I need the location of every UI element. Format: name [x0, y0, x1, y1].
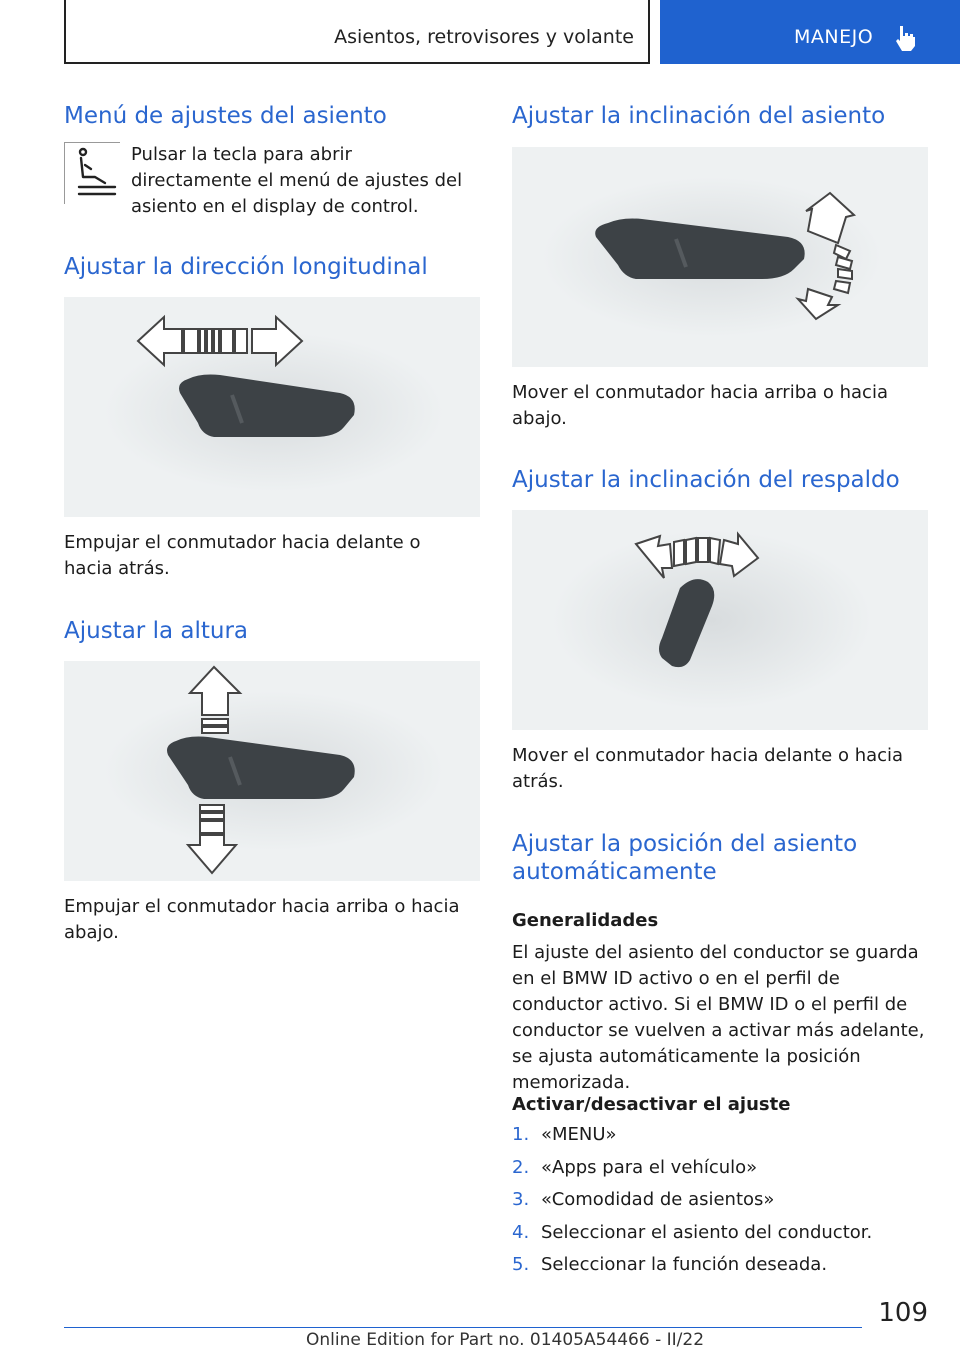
steering-hand-icon	[894, 22, 918, 52]
backrest-caption: Mover el conmutador hacia delante o hacia atrás.	[512, 745, 904, 792]
step-text: Seleccionar el asiento del conductor.	[541, 1221, 873, 1243]
menu-text: Pulsar la tecla para abrir directamente el menú de ajustes del asiento en el display de control.	[131, 144, 463, 217]
step-text: «Apps para el vehículo»	[541, 1156, 758, 1178]
general-text: El ajuste del asiento del conductor se guarda en el BMW ID activo o en el perfil de conductor activo. Si el BMW ID o el perfil de conductor se vuelven a activar más adelante, se ajusta automáticamente la posición memorizada.	[512, 942, 925, 1093]
step-number: 1.	[512, 1124, 530, 1145]
step-number: 3.	[512, 1189, 530, 1210]
list-item	[512, 1157, 932, 1190]
step-number: 4.	[512, 1221, 530, 1243]
longitudinal-caption: Empujar el conmutador hacia delante o hacia atrás.	[64, 532, 421, 579]
chapter-tab-label: MANEJO	[794, 26, 874, 48]
step-text: Seleccionar la función deseada.	[541, 1254, 828, 1275]
list-item	[512, 1254, 932, 1287]
step-text: «MENU»	[541, 1124, 617, 1145]
activate-subheading: Activar/desactivar el ajuste	[512, 1094, 791, 1115]
seat-settings-key	[64, 142, 120, 204]
height-heading: Ajustar la altura	[64, 618, 248, 644]
activation-steps-list	[512, 1124, 932, 1287]
height-caption: Empujar el conmutador hacia arriba o hacia abajo.	[64, 896, 460, 943]
backrest-heading: Ajustar la inclinación del respaldo	[512, 467, 900, 493]
seat-settings-icon	[65, 143, 121, 205]
step-text: «Comodidad de asientos»	[541, 1189, 775, 1210]
list-item	[512, 1124, 932, 1157]
page-number: 109	[878, 1298, 928, 1328]
footer-edition: Online Edition for Part no. 01405A54466 - II/22	[306, 1330, 705, 1350]
header-section-title: Asientos, retrovisores y volante	[334, 26, 634, 48]
step-number: 5.	[512, 1254, 530, 1275]
seat-tilt-switch-image	[512, 147, 928, 367]
list-item	[512, 1189, 932, 1222]
seat-tilt-heading: Ajustar la inclinación del asiento	[512, 103, 886, 129]
auto-position-heading: Ajustar la posición del asiento automáticamente	[512, 831, 858, 885]
height-switch-image	[64, 661, 480, 881]
backrest-switch-image	[512, 510, 928, 730]
header-section-box	[64, 0, 650, 64]
longitudinal-switch-image	[64, 297, 480, 517]
menu-heading: Menú de ajustes del asiento	[64, 103, 387, 129]
longitudinal-heading: Ajustar la dirección longitudinal	[64, 254, 428, 280]
step-number: 2.	[512, 1156, 530, 1178]
general-subheading: Generalidades	[512, 910, 659, 931]
chapter-tab[interactable]	[660, 0, 960, 64]
list-item	[512, 1222, 932, 1255]
seat-tilt-caption: Mover el conmutador hacia arriba o hacia abajo.	[512, 382, 888, 429]
footer-divider	[64, 1327, 862, 1328]
